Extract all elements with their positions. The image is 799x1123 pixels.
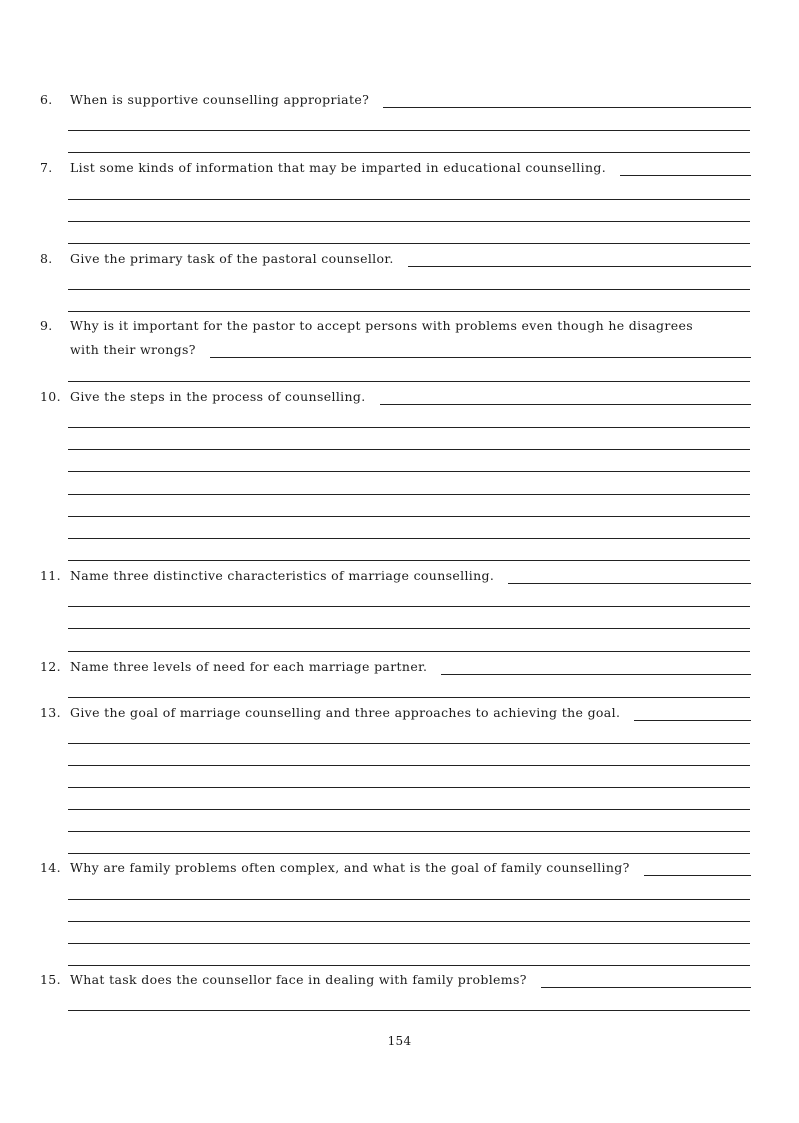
answer-line[interactable] bbox=[68, 243, 750, 244]
answer-line[interactable] bbox=[68, 289, 750, 290]
answer-line[interactable] bbox=[68, 427, 750, 428]
answer-blank[interactable] bbox=[441, 662, 751, 675]
answer-line[interactable] bbox=[68, 628, 750, 629]
question-number: 10. bbox=[40, 389, 61, 404]
question-number: 14. bbox=[40, 860, 61, 875]
question-text: Name three distinctive characteristics of marriage counselling. bbox=[70, 568, 495, 583]
answer-line[interactable] bbox=[68, 152, 750, 153]
question-text: Why are family problems often complex, and what is the goal of family counselling? bbox=[70, 860, 630, 875]
page-number: 154 bbox=[387, 1034, 412, 1048]
question-number: 9. bbox=[40, 318, 53, 333]
answer-line[interactable] bbox=[68, 1010, 750, 1011]
answer-blank[interactable] bbox=[644, 863, 751, 876]
answer-line[interactable] bbox=[68, 831, 750, 832]
question-13 bbox=[40, 705, 751, 721]
question-14 bbox=[40, 860, 751, 876]
answer-line[interactable] bbox=[68, 743, 750, 744]
answer-blank[interactable] bbox=[634, 708, 751, 721]
question-6 bbox=[40, 92, 751, 108]
question-text: Give the steps in the process of counselling. bbox=[70, 389, 366, 404]
question-number: 7. bbox=[40, 160, 53, 175]
answer-line[interactable] bbox=[68, 853, 750, 854]
answer-line[interactable] bbox=[68, 921, 750, 922]
question-12 bbox=[40, 659, 751, 675]
question-11 bbox=[40, 568, 751, 584]
answer-blank[interactable] bbox=[620, 163, 751, 176]
question-number: 11. bbox=[40, 568, 61, 583]
question-text-continued: with their wrongs? bbox=[70, 342, 196, 357]
question-8 bbox=[40, 251, 751, 267]
question-15 bbox=[40, 972, 751, 988]
answer-line[interactable] bbox=[68, 516, 750, 517]
answer-line[interactable] bbox=[68, 787, 750, 788]
question-number: 6. bbox=[40, 92, 53, 107]
answer-line[interactable] bbox=[68, 130, 750, 131]
answer-line[interactable] bbox=[68, 221, 750, 222]
answer-blank[interactable] bbox=[408, 254, 751, 267]
answer-line[interactable] bbox=[68, 809, 750, 810]
answer-blank[interactable] bbox=[380, 392, 751, 405]
answer-line[interactable] bbox=[68, 651, 750, 652]
answer-line[interactable] bbox=[68, 965, 750, 966]
answer-line[interactable] bbox=[68, 199, 750, 200]
question-text: When is supportive counselling appropriate? bbox=[70, 92, 370, 107]
question-text: Name three levels of need for each marriage partner. bbox=[70, 659, 428, 674]
question-text: Give the goal of marriage counselling and three approaches to achieving the goal. bbox=[70, 705, 621, 720]
answer-line[interactable] bbox=[68, 697, 750, 698]
answer-line[interactable] bbox=[68, 449, 750, 450]
question-number: 15. bbox=[40, 972, 61, 987]
question-text: What task does the counsellor face in dealing with family problems? bbox=[70, 972, 527, 987]
question-text: Give the primary task of the pastoral counsellor. bbox=[70, 251, 394, 266]
answer-blank[interactable] bbox=[210, 345, 751, 358]
answer-line[interactable] bbox=[68, 538, 750, 539]
answer-line[interactable] bbox=[68, 311, 750, 312]
question-text: List some kinds of information that may be imparted in educational counselling. bbox=[70, 160, 607, 175]
answer-blank[interactable] bbox=[383, 95, 751, 108]
answer-line[interactable] bbox=[68, 899, 750, 900]
question-number: 12. bbox=[40, 659, 61, 674]
question-7 bbox=[40, 160, 751, 176]
answer-line[interactable] bbox=[68, 765, 750, 766]
answer-line[interactable] bbox=[68, 381, 750, 382]
answer-line[interactable] bbox=[68, 943, 750, 944]
question-text: Why is it important for the pastor to accept persons with problems even though he disagrees bbox=[70, 318, 693, 333]
answer-line[interactable] bbox=[68, 560, 750, 561]
question-9-continued bbox=[40, 342, 751, 358]
question-number: 13. bbox=[40, 705, 61, 720]
question-number: 8. bbox=[40, 251, 53, 266]
answer-blank[interactable] bbox=[508, 571, 751, 584]
question-10 bbox=[40, 389, 751, 405]
answer-blank[interactable] bbox=[541, 975, 751, 988]
question-9 bbox=[40, 318, 751, 334]
answer-line[interactable] bbox=[68, 606, 750, 607]
answer-line[interactable] bbox=[68, 471, 750, 472]
answer-line[interactable] bbox=[68, 494, 750, 495]
